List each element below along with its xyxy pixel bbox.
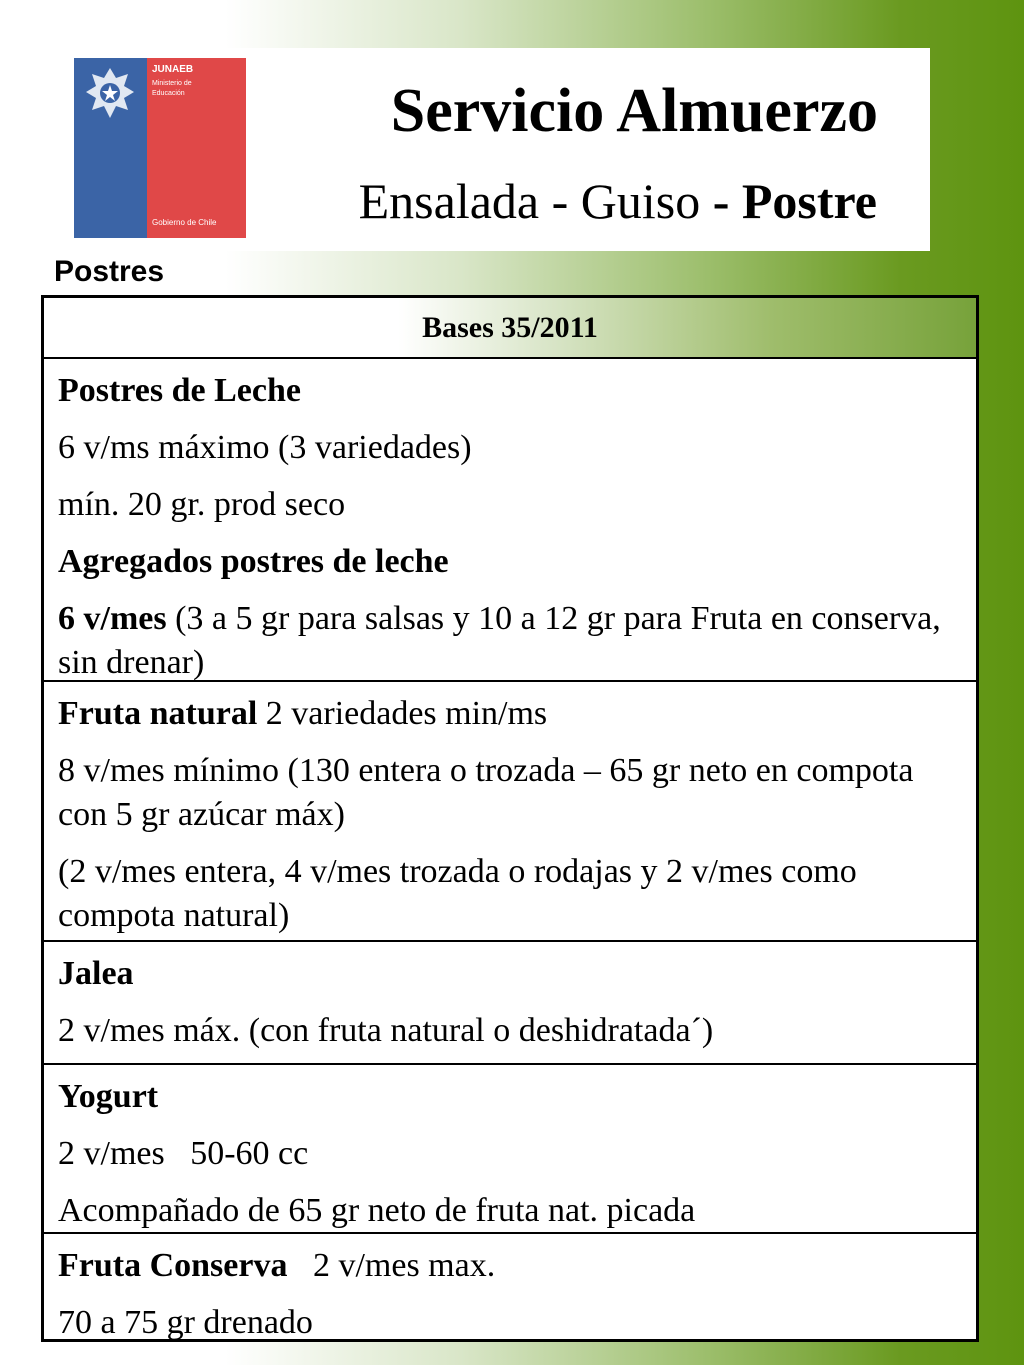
page-title: Servicio Almuerzo	[390, 77, 878, 145]
page-subtitle	[358, 173, 877, 229]
subtitle-plain: Ensalada - Guiso	[358, 173, 713, 229]
row-line: 8 v/mes mínimo (130 entera o trozada – 65 gr neto en compota con 5 gr azúcar máx)	[58, 752, 914, 833]
logo-ministry-line1: Ministerio de	[152, 80, 192, 87]
row-line: 70 a 75 gr drenado	[58, 1304, 313, 1341]
row-line: Yogurt	[58, 1078, 159, 1115]
logo-org-name: JUNAEB	[152, 64, 194, 75]
row-line: Acompañado de 65 gr neto de fruta nat. picada	[58, 1192, 696, 1229]
table-row	[44, 1234, 976, 1342]
table-header: Bases 35/2011	[44, 298, 976, 359]
table-row	[44, 942, 976, 1065]
logo-red-panel	[147, 58, 246, 238]
logo-blue-panel	[74, 58, 147, 238]
table-row	[44, 1065, 976, 1234]
row-line: Fruta natural 2 variedades min/ms	[58, 695, 548, 732]
coat-of-arms-icon	[82, 64, 138, 122]
table-row	[44, 682, 976, 942]
row-line: 6 v/mes (3 a 5 gr para salsas y 10 a 12 gr para Fruta en conserva, sin drenar)	[58, 600, 941, 681]
logo-ministry-line2: Educación	[152, 90, 185, 97]
junaeb-logo	[74, 58, 246, 238]
row-line: (2 v/mes entera, 4 v/mes trozada o rodajas y 2 v/mes como compota natural)	[58, 853, 857, 934]
row-line: 2 v/mes 50-60 cc	[58, 1135, 309, 1172]
table-row	[44, 359, 976, 682]
row-line: Fruta Conserva 2 v/mes max.	[58, 1247, 496, 1284]
row-line: 6 v/ms máximo (3 variedades)	[58, 429, 472, 466]
row-line: Jalea	[58, 955, 134, 992]
row-line: Postres de Leche	[58, 372, 301, 409]
section-label: Postres	[54, 255, 165, 288]
row-line: 2 v/mes máx. (con fruta natural o deshidratada´)	[58, 1012, 714, 1049]
row-line: Agregados postres de leche	[58, 543, 449, 580]
row-line: mín. 20 gr. prod seco	[58, 486, 346, 523]
subtitle-bold: - Postre	[712, 173, 877, 229]
postres-table	[41, 295, 979, 1342]
logo-footer: Gobierno de Chile	[152, 218, 217, 227]
